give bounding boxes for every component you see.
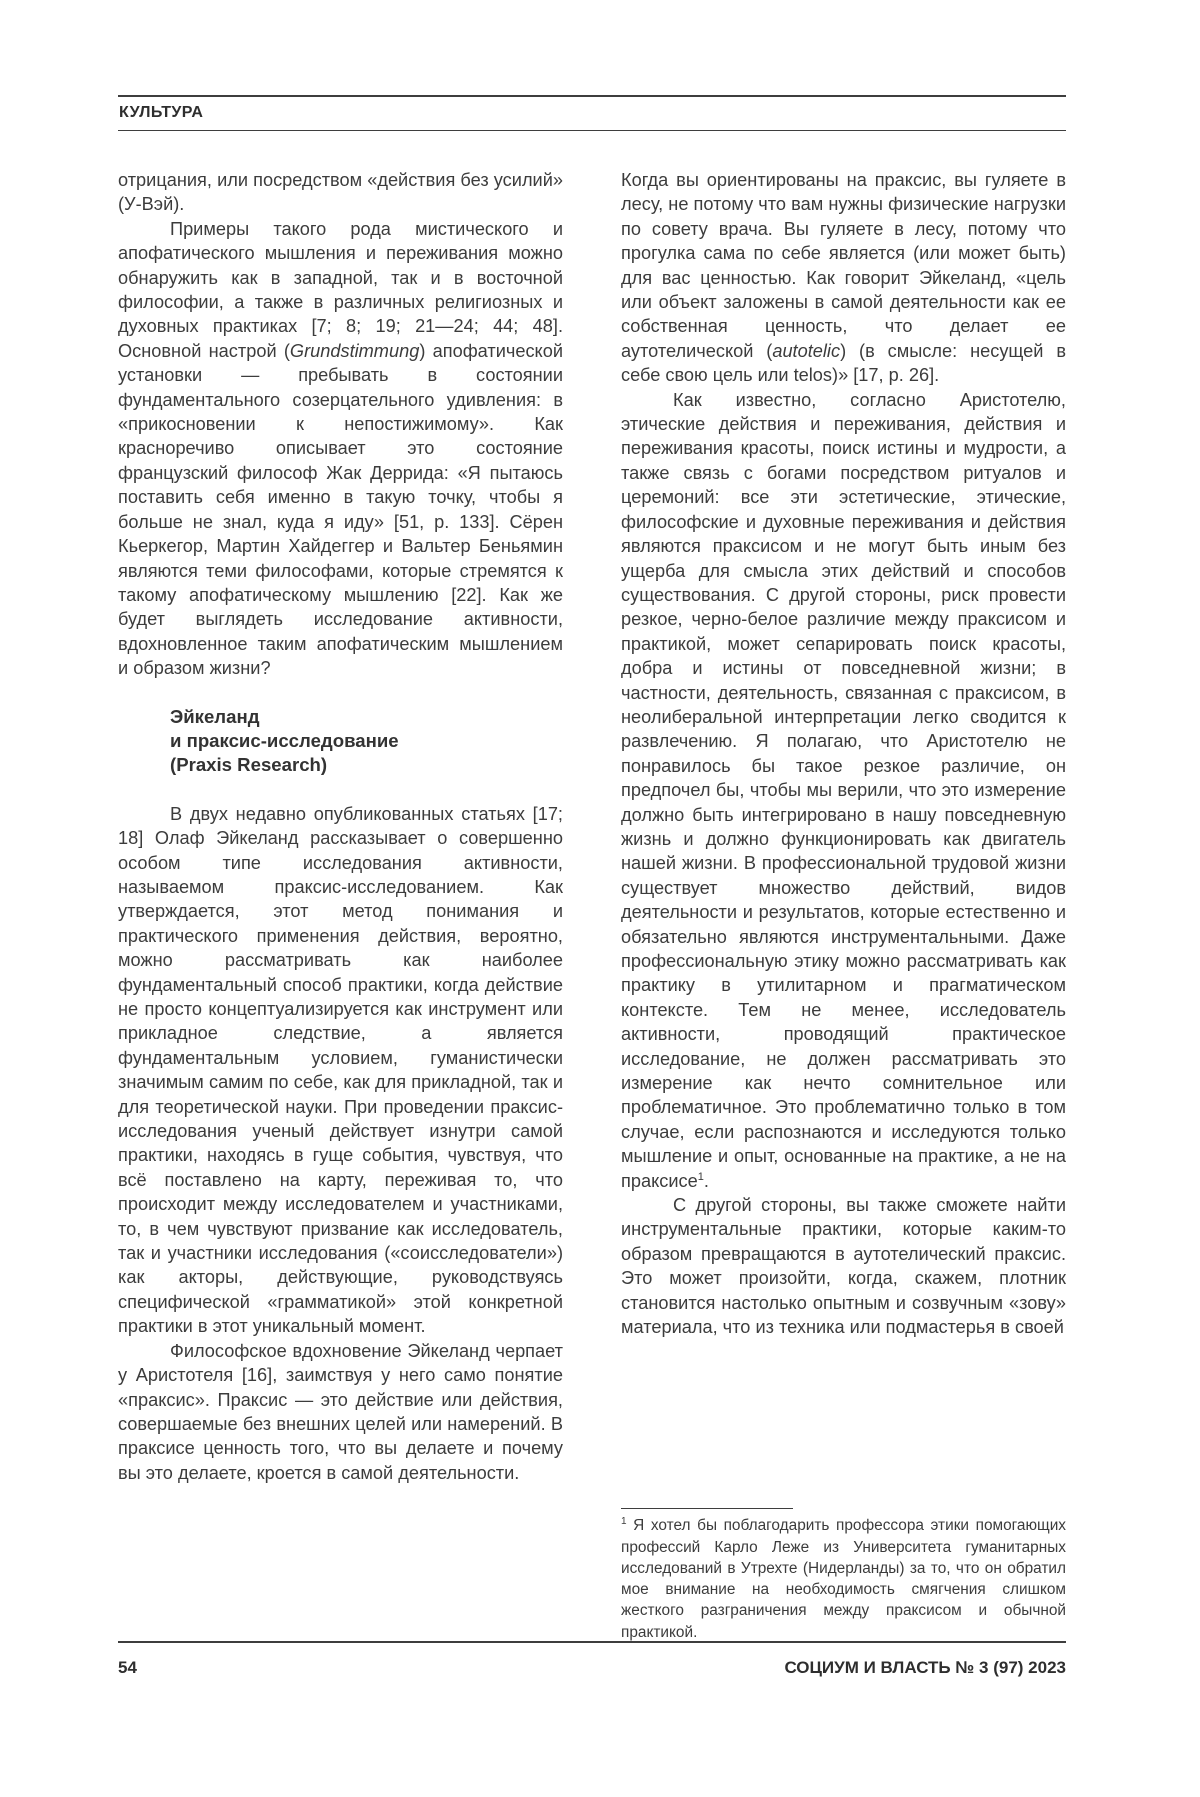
heading-line: и праксис-исследование [170,729,399,751]
paragraph-text: Примеры такого рода мистического и апофатического мышления и переживания можно обнаружить как в западной, так и в восточной философии, а также в различных религиозных и духовных практиках [7; 8; 19; 21—24; 44; 48]. Основной настрой ( [118,218,563,361]
paragraph: Философское вдохновение Эйкеланд черпает у Аристотеля [16], заимствуя у него само понятие «праксис». Праксис — это действие или действия, совершаемые без внешних целей или намерений. В праксисе ценность того, что вы делаете и почему вы это делаете, кроется в самой деятельности. [118,1340,563,1483]
page-footer [118,1641,1066,1678]
footnote-marker: 1 [621,1516,627,1528]
heading-line: (Praxis Research) [170,754,328,776]
paragraph: отрицания, или посредством «действия без усилий» (У-Вэй). [118,170,563,215]
paragraph [621,168,1066,388]
italic-term: Grundstimmung [289,340,420,361]
paragraph: С другой стороны, вы также сможете найти инструментальные практики, которые каким-то образом превращаются в аутотелический праксис. Это может произойти, когда, скажем, плотник становится настолько опытным и созвучным «зову» материала, что из техника или подмастерья в своей [621,1195,1066,1338]
paragraph [621,388,1066,1193]
section-label: КУЛЬТУРА [119,104,204,121]
footer-row [118,1643,1066,1678]
header-rule-bottom [118,130,1066,131]
paragraph-text: ) (в смысле: несущей в себе свою цель или telos)» [17, p. 26]. [621,340,1067,386]
footnote-body: Я хотел бы поблагодарить профессора этики помогающих профессий Карло Леже из Университета гуманитарных исследований в Утрехте (Нидерланды) за то, что он обратил мое внимание на необходимость смягчения слишком жесткого разграничения между праксисом и обычной практикой. [621,1517,1066,1641]
article-body [118,168,1066,1643]
text-column-left [118,168,563,1643]
italic-term: autotelic [772,340,841,361]
text-column-right [621,168,1066,1643]
page-header [118,95,1066,131]
paragraph-text: . [703,1170,709,1191]
page-number: 54 [118,1658,137,1677]
paragraph-text: Как известно, согласно Аристотелю, этические действия и переживания, действия и переживания красоты, поиск истины и мудрости, а также связь с богами посредством ритуалов и церемоний: все эти эстетические, этические, философские и духовные переживания и действия являются праксисом и не могут быть иным без ущерба для смысла этих действий и способов существования. С другой стороны, риск провести резкое, черно-белое различие между праксисом и практикой, может сепарировать поиск красоты, добра и истины от повседневной жизни; в частности, деятельность, связанная с праксисом, в неолиберальной интерпретации легко сводится к развлечению. Я полагаю, что Аристотелю не понравилось бы такое резкое различие, он предпочел бы, чтобы мы верили, что это измерение должно быть интегрировано в нашу повседневную жизнь и должно функционировать как двигатель нашей жизни. В профессиональной трудовой жизни существует множество действий, видов деятельности и результатов, которые естественно и обязательно являются инструментальными. Даже профессиональную этику можно рассматривать как практику в утилитарном и прагматическом контексте. Тем не менее, исследователь активности, проводящий практическое исследование, не должен рассматривать это измерение как нечто сомнительное или проблематичное. Это проблематично только в том случае, если распознаются и исследуются только мышление и опыт, основанные на практике, а не на праксисе [621,389,1066,1191]
paragraph [118,217,563,681]
footnote [621,1508,1066,1643]
subsection-heading [170,705,563,778]
footnote-reference: 1 [697,1170,704,1183]
paragraph-text: ) апофатической установки — пребывать в состоянии фундаментального созерцательного удивления: в «прикосновении к непостижимому». Как красноречиво описывает это состояние французский философ Жак Деррида: «Я пытаюсь поставить себя именно в такую точку, чтобы я больше не знал, куда я иду» [51, p. 133]. Сёрен Кьеркегор, Мартин Хайдеггер и Вальтер Беньямин являются теми философами, которые стремятся к такому апофатическому мышлению [22]. Как же будет выглядеть исследование активности, вдохновленное таким апофатическим мышлением и образом жизни? [118,340,563,679]
heading-line: Эйкеланд [170,705,260,727]
journal-title: СОЦИУМ И ВЛАСТЬ № 3 (97) 2023 [784,1658,1066,1677]
paragraph-text: Когда вы ориентированы на праксис, вы гуляете в лесу, не потому что вам нужны физические нагрузки по совету врача. Вы гуляете в лесу, потому что прогулка сама по себе является (или может быть) для вас ценностью. Как говорит Эйкеланд, «цель или объект заложены в самой деятельности как ее собственная ценность, что делает ее аутотелической ( [621,170,1066,361]
footnote-rule [621,1508,793,1509]
paragraph: В двух недавно опубликованных статьях [17; 18] Олаф Эйкеланд рассказывает о совершенно особом типе исследования активности, называемом праксис-исследованием. Как утверждается, этот метод понимания и практического применения действия, вероятно, можно рассматривать как наиболее фундаментальный способ практики, когда действие не просто концептуализируется как инструмент или прикладное следствие, а является фундаментальным условием, гуманистически значимым самим по себе, как для прикладной, так и для теоретической науки. При проведении праксис-исследования ученый действует изнутри самой практики, находясь в гуще события, чувствуя, что всё поставлено на карту, переживая то, что происходит между исследователем и участниками, то, в чем чувствуют призвание как исследователь, так и участники исследования («соисследователи») как акторы, действующие, руководствуясь специфической «грамматикой» этой конкретной практики в этот уникальный момент. [118,803,563,1337]
footnote-text [621,1515,1066,1643]
